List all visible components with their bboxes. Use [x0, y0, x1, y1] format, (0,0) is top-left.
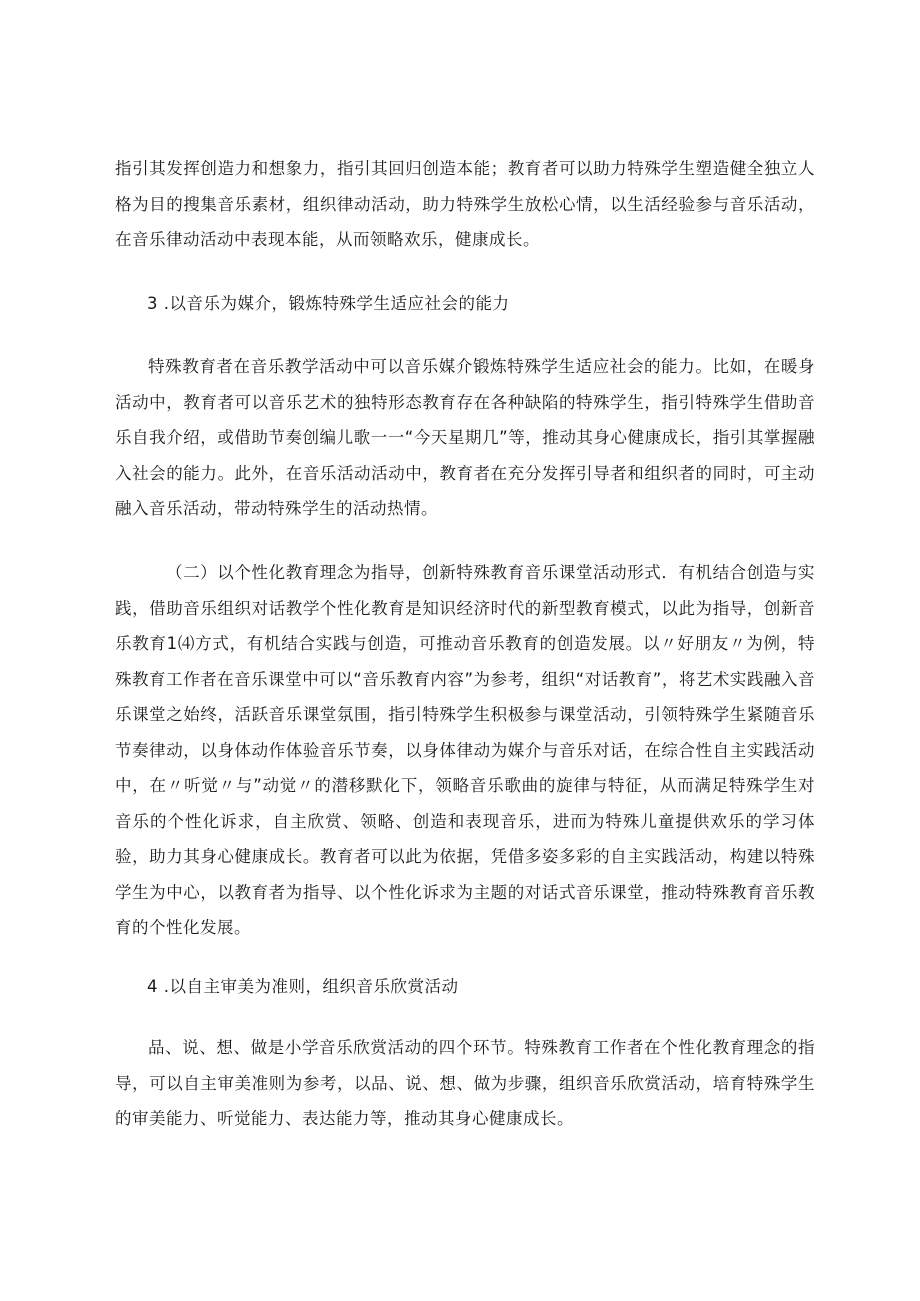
body-paragraph-3: （二）以个性化教育理念为指导，创新特殊教育音乐课堂活动形式．有机结合创造与实践，借助音乐组织对话教学个性化教育是知识经济时代的新型教育模式，以此为指导，创新音乐教育1⑷方式，有机结合实践与创造，可推动音乐教育的创造发展。以〃好朋友〃为例，特殊教育工作者在音乐课堂中可以“音乐教育内容”为参考，组织“对话教育”，将艺术实践融入音乐课堂之始终，活跃音乐课堂氛围，指引特殊学生积极参与课堂活动，引领特殊学生紧随音乐节奏律动，以身体动作体验音乐节奏，以身体律动为媒介与音乐对话，在综合性自主实践活动中，在〃听觉〃与”动觉〃的潜移默化下，领略音乐歌曲的旋律与特征，从而满足特殊学生对音乐的个性化诉求，自主欣赏、领略、创造和表现音乐，进而为特殊儿童提供欢乐的学习体验，助力其身心健康成长。教育者可以此为依据，凭借多姿多彩的自主实践活动，构建以特殊学生为中心，以教育者为指导、以个性化诉求为主题的对话式音乐课堂，推动特殊教育音乐教育的个性化发展。: [115, 563, 815, 937]
body-paragraph-4: 品、说、想、做是小学音乐欣赏活动的四个环节。特殊教育工作者在个性化教育理念的指导，可以自主审美准则为参考，以品、说、想、做为步骤，组织音乐欣赏活动，培育特殊学生的审美能力、听觉能力、表达能力等，推动其身心健康成长。: [115, 1038, 815, 1128]
section-heading-4: 4 .以自主审美为准则，组织音乐欣赏活动: [147, 977, 459, 996]
body-paragraph-1: 指引其发挥创造力和想象力，指引其回归创造本能；教育者可以助力特殊学生塑造健全独立人格为目的搜集音乐素材，组织律动活动，助力特殊学生放松心情，以生活经验参与音乐活动，在音乐律动活动中表现本能，从而领略欢乐，健康成长。: [115, 159, 815, 249]
body-paragraph-2: 特殊教育者在音乐教学活动中可以音乐媒介锻炼特殊学生适应社会的能力。比如，在暖身活动中，教育者可以音乐艺术的独特形态教育存在各种缺陷的特殊学生，指引特殊学生借助音乐自我介绍，或借助节奏创编儿歌一一“今天星期几”等，推动其身心健康成长，指引其掌握融入社会的能力。此外，在音乐活动活动中，教育者在充分发挥引导者和组织者的同时，可主动融入音乐活动，带动特殊学生的活动热情。: [115, 357, 815, 518]
section-heading-3: 3 .以音乐为媒介，锻炼特殊学生适应社会的能力: [147, 294, 510, 313]
